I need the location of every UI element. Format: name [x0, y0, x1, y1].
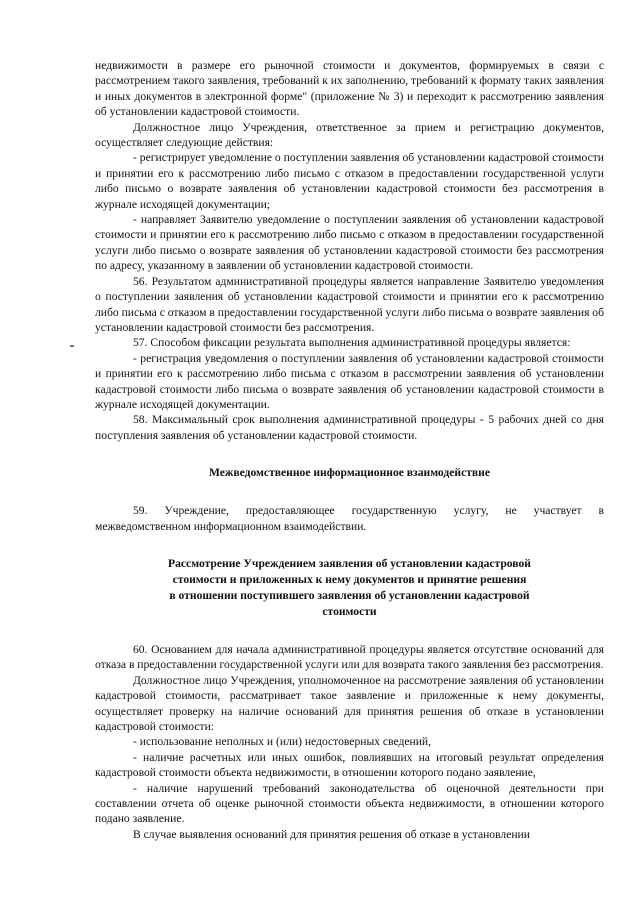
- section-top-paragraphs: [95, 58, 604, 443]
- section-bottom-paragraphs: [95, 642, 604, 842]
- paragraph-59: 59. Учреждение, предоставляющее государственную услугу, не участвует в межведомственном информационном взаимодействии.: [95, 504, 604, 533]
- paragraph: - наличие нарушений требований законодательства об оценочной деятельности при составлении отчета об оценке рыночной стоимости объекта недвижимости, в отношении которого подано заявление.: [95, 781, 604, 826]
- heading-review-line: стоимости: [322, 604, 377, 618]
- heading-review-line: стоимости и приложенных к нему документов и принятие решения: [172, 572, 527, 586]
- paragraph: 60. Основанием для начала административной процедуры является отсутствие оснований для отказа в предоставлении государственной услуги или для возврата такого заявления без рассмотрения.: [95, 642, 604, 672]
- paragraph: - регистрация уведомления о поступлении заявления об установлении кадастровой стоимости и принятии его к рассмотрению либо письма с отказом в рассмотрении заявления об установлении кадастровой стоимости либо письма о возврате заявления об установлении кадастровой стоимости в журнале исходящей документации.: [95, 351, 604, 411]
- heading-interagency: Межведомственное информационное взаимодействие: [208, 466, 491, 480]
- heading-review-line: Рассмотрение Учреждением заявления об установлении кадастровой: [168, 556, 531, 570]
- paragraph: - направляет Заявителю уведомление о поступлении заявления об установлении кадастровой стоимости и принятии его к рассмотрению либо письмо с отказом в предоставлении государственной услуги либо письмо о возврате заявления об установлении кадастровой стоимости без рассмотрения по адресу, указанному в заявлении об установлении кадастровой стоимости.: [95, 213, 604, 273]
- paragraph: недвижимости в размере его рыночной стоимости и документов, формируемых в связи с рассмотрением такого заявления, требований к их заполнению, требований к формату таких заявления и иных документов в электронной форме" (приложение № 3) и переходит к рассмотрению заявления об установлении кадастровой стоимости.: [95, 59, 604, 119]
- paragraph: 57. Способом фиксации результата выполнения административной процедуры является:: [133, 336, 571, 350]
- paragraph: 58. Максимальный срок выполнения административной процедуры - 5 рабочих дней со дня поступления заявления об установлении кадастровой стоимости.: [95, 413, 604, 442]
- paragraph: - регистрирует уведомление о поступлении заявления об установлении кадастровой стоимости и принятии его к рассмотрению либо письмо с отказом в предоставлении государственной услуги либо письмо о возврате заявления об установлении кадастровой стоимости без рассмотрения в журнале исходящей документации;: [95, 151, 604, 211]
- paragraph: В случае выявления оснований для принятия решения об отказе в установлении: [133, 827, 530, 841]
- paragraph: - наличие расчетных или иных ошибок, повлиявших на итоговый результат определения кадастровой стоимости объекта недвижимости, в отношении которого подано заявление,: [95, 750, 604, 780]
- heading-review-line: в отношении поступившего заявления об установлении кадастровой: [169, 588, 530, 602]
- scan-mark: [70, 345, 74, 347]
- paragraph: 56. Результатом административной процедуры является направление Заявителю уведомления о поступлении заявления об установлении кадастровой стоимости и принятии его к рассмотрению либо письма с отказом в предоставлении государственной услуги либо письма о возврате заявления об установлении кадастровой стоимости без рассмотрения.: [95, 274, 605, 334]
- paragraph: - использование неполных и (или) недостоверных сведений,: [133, 735, 432, 749]
- paragraph: Должностное лицо Учреждения, уполномоченное на рассмотрение заявления об установлении кадастровой стоимости, рассматривает такое заявление и приложенные к нему документы, осуществляет проверку на наличие оснований для принятия решения об отказе в установлении кадастровой стоимости:: [95, 673, 604, 733]
- paragraph: Должностное лицо Учреждения, ответственное за прием и регистрацию документов, осуществляет следующие действия:: [95, 120, 604, 150]
- heading-review-block: [95, 556, 604, 620]
